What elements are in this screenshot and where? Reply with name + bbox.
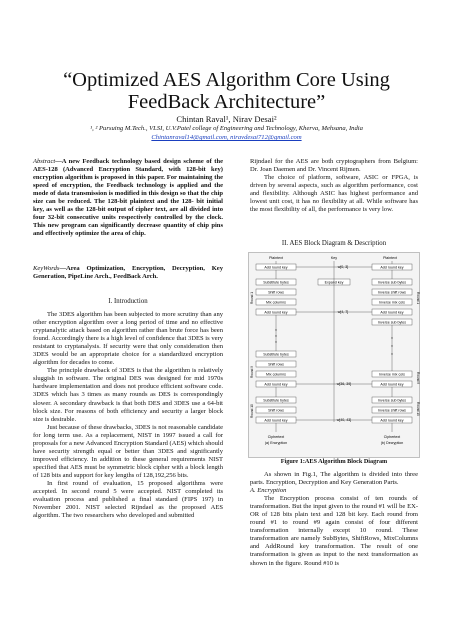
intro-paragraph-4: In first round of evaluation, 15 proposed algorithms were accepted. In second round 5 were accepted. NIST completed its evaluation process and published a final standard (FIPS 197) in November 2001. NIST selected Rijndael as the proposed AES algorithm. The two researchers who developed and submitted bbox=[33, 479, 223, 520]
keywords-lead: KeyWords bbox=[33, 265, 60, 272]
enc-shift-rows-9: Shift rows bbox=[268, 362, 284, 367]
abstract-text: —A new Feedback technology based design scheme of the AES-128 (Advanced Encryption Standard, with 128-bit key) encryption algorithm is proposed in this paper. For maintaining the speed of encryption, the Feedback technology is applied and the mode of data transmission is modified in this design so that the chip size can be reduced. The 128-bit plaintext and the 128- bit initial key, as well as the 128-bit output of cipher text, are all divided into four 32-bit consecutive units respectively controlled by the clock. This new program can significantly decrease quantity of chip pins and effectively optimize the area of chip. bbox=[33, 158, 223, 238]
dec-add-round-key-9: Add round key bbox=[380, 382, 404, 387]
enc-add-round-key-10: Add round key bbox=[264, 418, 288, 423]
authors: Chintan Raval¹, Nirav Desai² bbox=[176, 114, 277, 124]
enc-mix-columns-9: Mix columns bbox=[266, 372, 286, 377]
intro-body bbox=[33, 311, 223, 520]
dec-add-round-key-0: Add round key bbox=[380, 265, 404, 270]
intro-paragraph-1: The 3DES algorithm has been subjected to more scrutiny than any other encryption algorithm over a long period of time and no effective cryptanalytic attack based on algorithm rather than brute force has been found. Accordingly there is a high level of confidence that 3DES is very resistant to cryptanalysis. If security were that only consideration then 3DES would be an appropriate choice for a standardized encryption algorithm for decades to come. bbox=[33, 311, 223, 367]
header-key: Key bbox=[330, 256, 338, 260]
enc-round1-label: Round 1 bbox=[250, 291, 254, 304]
figure-caption: Figure 1:AES Algorithm Block Diagram bbox=[280, 458, 388, 465]
dec-inv-mix-cols-9: Inverse mix cols bbox=[379, 372, 405, 377]
right-paragraph-1: Rijndael for the AES are both cryptographers from Belgium: Dr. Joan Daemen and Dr. Vincent Rijmen. bbox=[250, 158, 418, 174]
footer-decryption: (b) Decryption bbox=[380, 441, 404, 445]
dec-inv-sub-bytes-10: Inverse sub bytes bbox=[377, 398, 407, 403]
author-emails[interactable]: Chintanraval14@gmail.com, niravdesai712@gmail.com bbox=[151, 134, 302, 141]
enc-sub-bytes-1: Substitute bytes bbox=[263, 280, 289, 285]
right-column-top bbox=[250, 158, 418, 214]
intro-paragraph-3: Just because of these drawbacks, 3DES is not reasonable candidate for long term use. As a replacement, NIST in 1997 issued a call for proposals for a new Advanced Encryption Standard (AES) which should have security strength equal or better than 3DES and significantly improved efficiency. In addition to these general requirements NIST specified that AES must be symmetric block cipher with a block length of 128 bits and support for key lengths of 128,192,256 bits. bbox=[33, 423, 224, 479]
enc-shift-rows-10: Shift rows bbox=[268, 408, 284, 413]
footer-ciphertext-right: Ciphertext bbox=[383, 435, 401, 439]
enc-sub-bytes-10: Substitute bytes bbox=[263, 398, 289, 403]
section-2-heading: II. AES Block Diagram & Description bbox=[281, 240, 387, 247]
enc-mix-columns-1: Mix columns bbox=[266, 300, 286, 305]
enc-sub-bytes-9: Substitute bytes bbox=[263, 352, 289, 357]
enc-add-round-key-9: Add round key bbox=[264, 382, 288, 387]
key-w1: w[4, 7] bbox=[337, 310, 349, 314]
abstract-lead: Abstract bbox=[33, 158, 56, 165]
right-paragraph-3: As shown in Fig.1, The algorithm is divided into three parts. Encryption, Decryption and Key Generation Parts. bbox=[250, 471, 418, 487]
affiliation: ¹, ² Pursuing M.Tech., VLSI, U.V.Patel college of Engineering and Technology, Kherva, Mehsana, India bbox=[90, 125, 363, 132]
dec-round1-label: Round 1 bbox=[416, 292, 420, 305]
header-plaintext: Plaintext bbox=[269, 256, 283, 260]
dec-inv-sub-bytes-2: Inverse sub bytes bbox=[377, 320, 407, 325]
expand-key: Expand key bbox=[324, 280, 344, 285]
abstract bbox=[33, 158, 223, 238]
enc-add-round-key-1: Add round key bbox=[264, 310, 288, 315]
key-w0: w[0, 3] bbox=[337, 265, 349, 269]
footer-ciphertext-left: Ciphertext bbox=[267, 435, 285, 439]
header-plaintext-right: Plaintext bbox=[383, 256, 397, 260]
dec-inv-mix-cols-1: Inverse mix cols bbox=[379, 300, 405, 305]
footer-encryption: (a) Encryption bbox=[264, 441, 288, 445]
right-paragraph-2: The choice of platform, software, ASIC or FPGA, is driven by several aspects, such as algorithm performance, cost and flexibility. Although ASIC has highest performance and lowest unit cost, it has no flexibility at all. While software has the most flexibility of all, the performance is very low. bbox=[250, 174, 418, 214]
dec-inv-shift-rows-1: Inverse shift rows bbox=[378, 290, 406, 295]
dec-round10-label: Round 10 bbox=[416, 402, 420, 416]
key-w10: w[40, 43] bbox=[336, 418, 352, 422]
paper-title-line-1: “Optimized AES Algorithm Core Using bbox=[63, 69, 390, 91]
dec-add-round-key-10: Add round key bbox=[380, 418, 404, 423]
aes-block-diagram bbox=[248, 252, 420, 458]
enc-add-round-key-0: Add round key bbox=[264, 265, 288, 270]
encryption-subheading: A. Encryption bbox=[250, 487, 287, 495]
keywords-text: —Area Optimization, Encryption, Decryption, Key Generation, PipeLine Arch., FeedBack Arch. bbox=[33, 265, 223, 281]
key-w9: w[36, 39] bbox=[336, 382, 352, 386]
enc-round9-label: Round 9 bbox=[250, 365, 254, 378]
right-column-bottom bbox=[250, 471, 418, 568]
dec-round9-label: Round 9 bbox=[416, 372, 420, 385]
enc-round10-label: Round 10 bbox=[250, 404, 254, 418]
paper-title-line-2: FeedBack Architecture” bbox=[127, 91, 326, 113]
dec-add-round-key-1: Add round key bbox=[380, 310, 404, 315]
encryption-paragraph: The Encryption process consist of ten rounds of transformation. But the input given to the round #1 will be EX-OR of 128 bits plain text and 128 bit key. Each round from round #1 to round #9 again consist of four different transformation internally except 10 round. These transformation are namely SubBytes, ShiftRows, MixColumns and AddRound key transformation. The result of one transformation is given as input to the next transformation as shown in the figure. Round #10 is bbox=[250, 495, 418, 567]
dec-inv-sub-bytes-1: Inverse sub bytes bbox=[377, 280, 407, 285]
keywords bbox=[33, 265, 223, 281]
intro-paragraph-2: The principle drawback of 3DES is that the algorithm is relatively sluggish in software. The original DES was designed for mid 1970s hardware implementation and does not produce efficient software code. 3DES which has 3 times as many rounds as DES is correspondingly slower. A secondary drawback is that both DES and 3DES use a 64-bit block size. For reasons of both efficiency and security a larger block size is desirable. bbox=[33, 367, 223, 423]
intro-heading: I. Introduction bbox=[108, 298, 148, 305]
dec-inv-shift-rows-10: Inverse shift rows bbox=[378, 408, 406, 413]
enc-shift-rows-1: Shift rows bbox=[268, 290, 284, 295]
